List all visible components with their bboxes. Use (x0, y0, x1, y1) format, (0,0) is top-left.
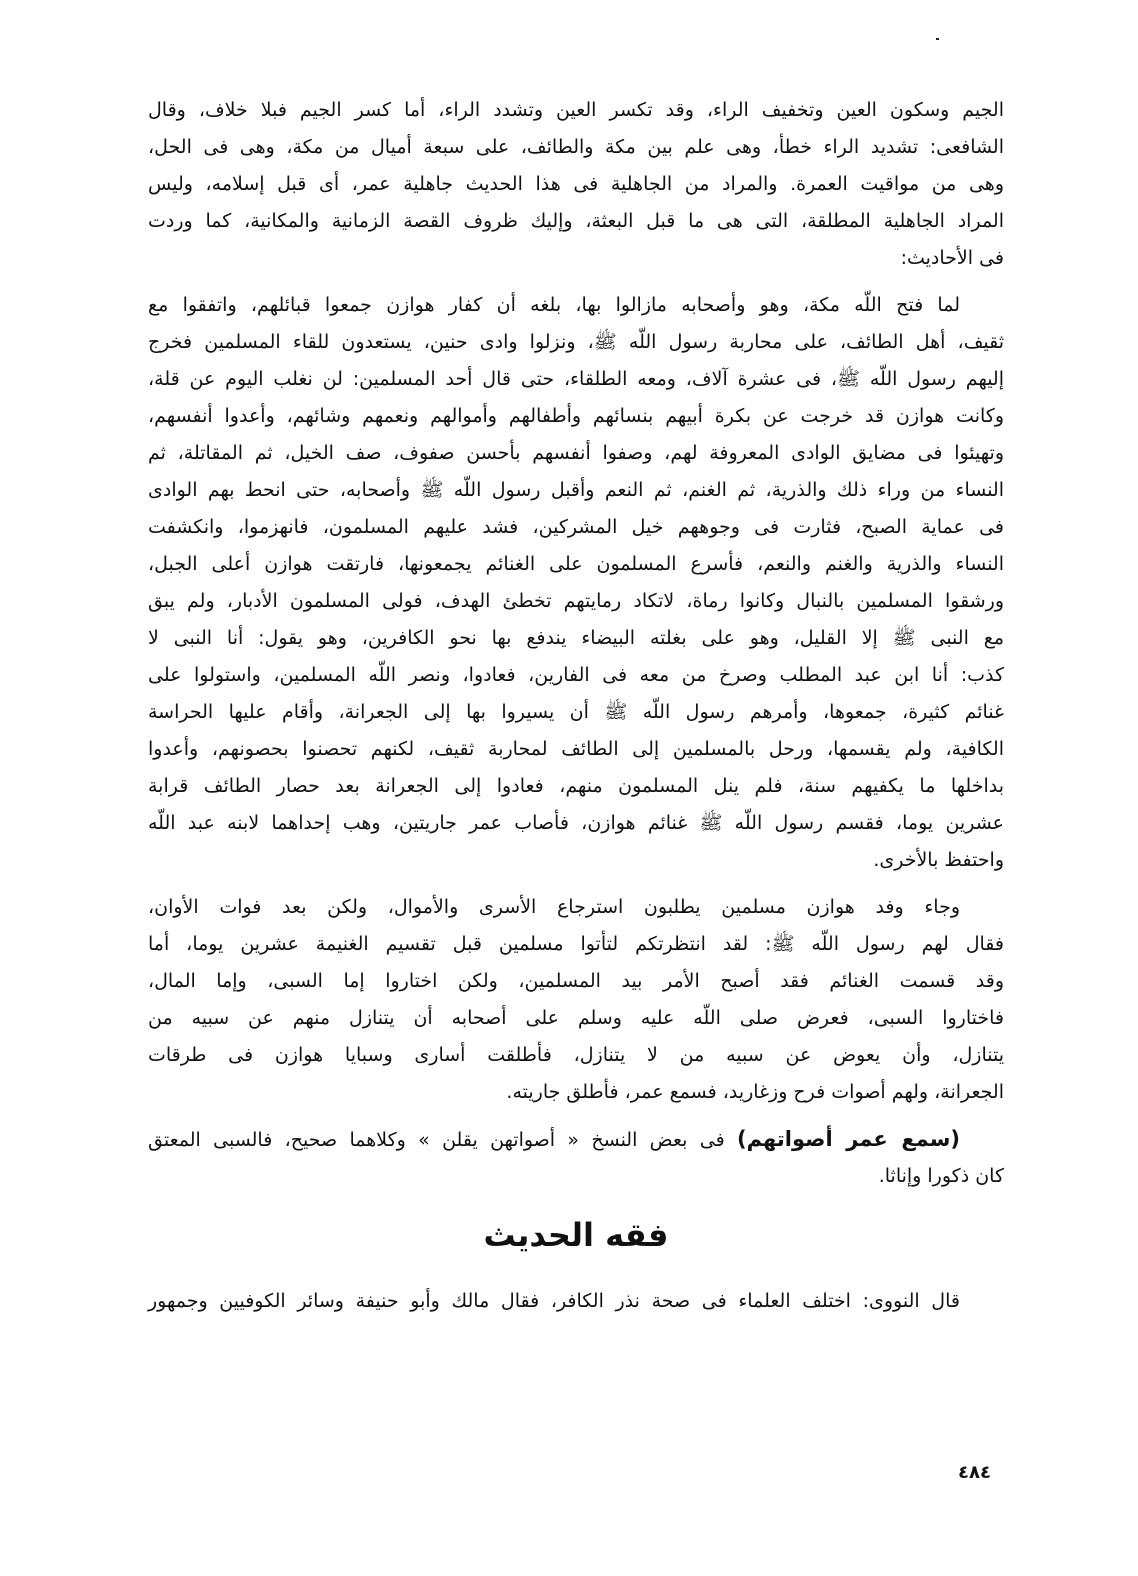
document-page (148, 92, 1004, 1330)
text-line: الجعرانة، ولهم أصوات فرح وزغاريد، فسمع عمر، فأطلق جاريته. (506, 1081, 1004, 1103)
text-line: النساء من وراء ذلك والذرية، ثم الغنم، ثم النعم وأقبل رسول اللّه ﷺ وأصحابه، حتى انحط بهم الوادى (148, 479, 1004, 501)
text-line (148, 1121, 1004, 1158)
paragraph-3 (148, 889, 1004, 1111)
text-line: الجيم وسكون العين وتخفيف الراء، وقد تكسر العين وتشدد الراء، أما كسر الجيم فبلا خلاف، وقال (148, 99, 1004, 121)
text-line: فاختاروا السبى، فعرض صلى اللّه عليه وسلم على أصحابه أن يتنازل منهم عن سبيه من (148, 1007, 1004, 1029)
text-line: فقال لهم رسول اللّه ﷺ: لقد انتظرتكم لتأتوا مسلمين قبل تقسيم الغنيمة عشرين يوما، أما (148, 933, 1004, 955)
text-line: وقد قسمت الغنائم فقد أصبح الأمر بيد المسلمين، ولكن اختاروا إما السبى، وإما المال، (148, 970, 1004, 992)
paragraph-2 (148, 287, 1004, 879)
section-heading: فقه الحديث (483, 1216, 669, 1254)
text-line: لما فتح اللّه مكة، وهو وأصحابه مازالوا بها، بلغه أن كفار هوازن جمعوا قبائلهم، واتفقوا مع (148, 294, 960, 316)
text-line: ثقيف، أهل الطائف، على محاربة رسول اللّه ﷺ، ونزلوا وادى حنين، يستعدون للقاء المسلمين فخرج (148, 331, 1004, 353)
text-line: الكافية، ولم يقسمها، ورحل بالمسلمين إلى الطائف لمحاربة ثقيف، لكنهم تحصنوا بحصونهم، وأعدوا (148, 738, 1004, 760)
text-line: وهى من مواقيت العمرة. والمراد من الجاهلية فى هذا الحديث جاهلية عمر، أى قبل إسلامه، وليس (148, 173, 1004, 195)
text-line: النساء والذرية والغنم والنعم، فأسرع المسلمون على الغنائم يجمعونها، فارتقت هوازن أعلى الجبل، (148, 553, 1004, 575)
text-line: مع النبى ﷺ إلا القليل، وهو على بغلته البيضاء يندفع بها نحو الكافرين، وهو يقول: أنا النبى لا (148, 627, 1004, 649)
text-line: عشرين يوما، فقسم رسول اللّه ﷺ غنائم هوازن، فأصاب عمر جاريتين، وهب إحداهما لابنه عبد اللّه (148, 812, 1004, 834)
text-line: فى عماية الصبح، فثارت فى وجوههم خيل المشركين، فشد عليهم المسلمون، فانهزموا، وانكشفت (148, 516, 1004, 538)
text-line: بداخلها ما يكفيهم سنة، فلم ينل المسلمون منهم، فعادوا إلى الجعرانة بعد حصار الطائف قرابة (148, 775, 1004, 797)
text-line: ورشقوا المسلمين بالنبال وكانوا رماة، لاتكاد رمايتهم تخطئ الهدف، فولى المسلمون الأدبار، ولم يبق (148, 590, 1004, 612)
paragraph-1 (148, 92, 1004, 277)
paragraph-5 (148, 1283, 1004, 1320)
text-line: الشافعى: تشديد الراء خطأ، وهى علم بين مكة والطائف، على سبعة أميال من مكة، وهى فى الحل، (148, 136, 1004, 158)
text-line: واحتفظ بالأخرى. (873, 849, 1004, 871)
text-line: يتنازل، وأن يعوض عن سبيه من لا يتنازل، فأطلقت أسارى وسبايا هوازن فى طرقات (148, 1044, 1004, 1066)
scan-speck (936, 38, 939, 40)
page-number: ٤٨٤ (958, 1462, 991, 1483)
text-line: كذب: أنا ابن عبد المطلب وصرخ من معه فى الفارين، فعادوا، ونصر اللّه المسلمين، واستولوا على (148, 664, 1004, 686)
text-line: وجاء وفد هوازن مسلمين يطلبون استرجاع الأسرى والأموال، ولكن بعد فوات الأوان، (148, 896, 960, 918)
text-line: غنائم كثيرة، جمعوها، وأمرهم رسول اللّه ﷺ أن يسيروا بها إلى الجعرانة، وأقام عليها الحراسة (148, 701, 1004, 723)
text-line: المراد الجاهلية المطلقة، التى هى ما قبل البعثة، وإليك ظروف القصة الزمانية والمكانية، كما وردت (148, 210, 1004, 232)
paragraph-4 (148, 1121, 1004, 1195)
text-line: إليهم رسول اللّه ﷺ، فى عشرة آلاف، ومعه الطلقاء، حتى قال أحد المسلمين: لن نغلب اليوم عن قلة، (148, 368, 1004, 390)
bold-lead-phrase: (سمع عمر أصواتهم) (736, 1127, 961, 1151)
text-line: وكانت هوازن قد خرجت عن بكرة أبيهم بنسائهم وأطفالهم وأموالهم ونعمهم وشائهم، وأعدوا أنفسهم، (148, 405, 1004, 427)
text-line: فى الأحاديث: (900, 247, 1004, 269)
text-run: فى بعض النسخ « أصواتهن يقلن » وكلاهما صحيح، فالسبى المعتق (148, 1129, 737, 1151)
text-line: وتهيئوا فى مضايق الوادى المعروفة لهم، وصفوا أنفسهم بأحسن صفوف، صف الخيل، ثم المقاتلة، ثم (148, 442, 1004, 464)
text-line: قال النووى: اختلف العلماء فى صحة نذر الكافر، فقال مالك وأبو حنيفة وسائر الكوفيين وجمهور (148, 1290, 960, 1312)
text-line: كان ذكورا وإناثا. (878, 1165, 1004, 1187)
